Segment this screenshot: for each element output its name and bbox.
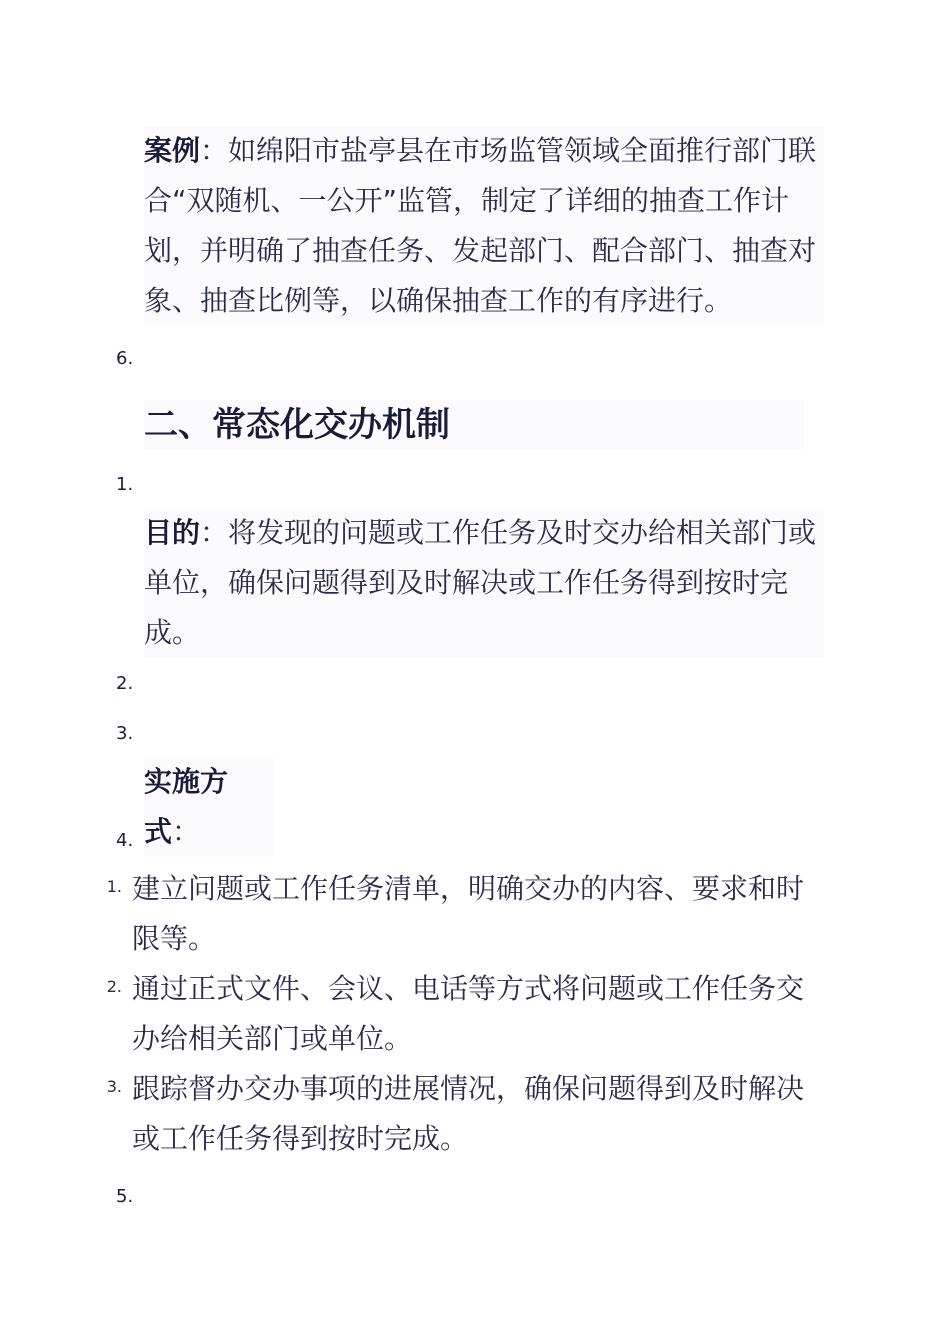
purpose-paragraph [144,508,824,658]
purpose-colon: ： [200,516,229,549]
list-number-4: 4. [116,830,134,851]
case-paragraph [144,126,824,326]
method-colon: ： [172,815,201,848]
section-heading: 二、常态化交办机制 [144,400,804,450]
case-colon: ： [200,134,229,167]
method-label: 实施方式 [144,765,229,848]
list-number-3: 3. [116,723,134,744]
list-number-2: 2. [116,673,134,694]
list-number-1: 1. [116,474,134,495]
case-label: 案例 [144,134,201,167]
step-marker: 2. [106,977,122,996]
step-text: 通过正式文件、会议、电话等方式将问题或工作任务交办给相关部门或单位。 [132,972,805,1055]
list-number-6: 6. [116,348,134,369]
case-text: 如绵阳市盐亭县在市场监管领域全面推行部门联合“双随机、一公开”监管，制定了详细的抽查工作计划，并明确了抽查任务、发起部门、配合部门、抽查对象、抽查比例等，以确保抽查工作的有序进行。 [144,134,817,317]
step-text: 跟踪督办交办事项的进展情况，确保问题得到及时解决或工作任务得到按时完成。 [132,1072,805,1155]
method-paragraph [144,757,274,857]
step-marker: 1. [106,877,122,896]
step-text: 建立问题或工作任务清单，明确交办的内容、要求和时限等。 [132,872,805,955]
purpose-label: 目的 [144,516,201,549]
step-marker: 3. [106,1077,122,1096]
list-number-5: 5. [116,1186,134,1207]
purpose-text: 将发现的问题或工作任务及时交办给相关部门或单位，确保问题得到及时解决或工作任务得到按时完成。 [144,516,817,649]
